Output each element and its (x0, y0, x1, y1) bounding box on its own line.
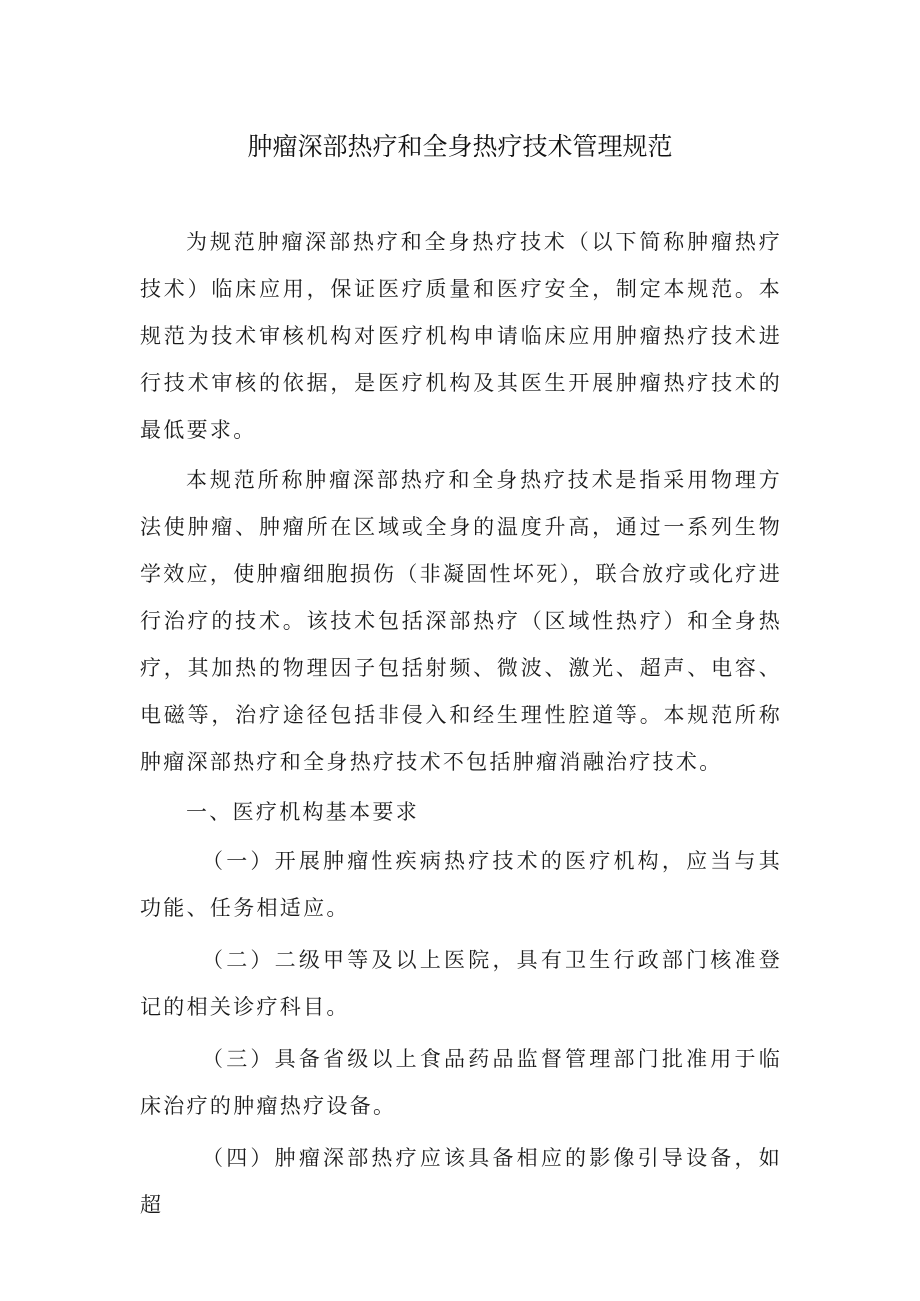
document-body (140, 219, 782, 1234)
requirement-item-4: （四）肿瘤深部热疗应该具备相应的影像引导设备，如超 (140, 1146, 782, 1217)
section-heading: 一、医疗机构基本要求 (186, 800, 419, 824)
requirement-item-3: （三）具备省级以上食品药品监督管理部门批准用于临床治疗的肿瘤热疗设备。 (140, 1047, 782, 1118)
requirement-item-1: （一）开展肿瘤性疾病热疗技术的医疗机构，应当与其功能、任务相适应。 (140, 849, 782, 920)
definition-paragraph: 本规范所称肿瘤深部热疗和全身热疗技术是指采用物理方法使肿瘤、肿瘤所在区域或全身的温度升高，通过一系列生物学效应，使肿瘤细胞损伤（非凝固性坏死），联合放疗或化疗进行治疗的技术。该技术包括深部热疗（区域性热疗）和全身热疗，其加热的物理因子包括射频、微波、激光、超声、电容、电磁等，治疗途径包括非侵入和经生理性腔道等。本规范所称肿瘤深部热疗和全身热疗技术不包括肿瘤消融治疗技术。 (140, 468, 782, 774)
document-title: 肿瘤深部热疗和全身热疗技术管理规范 (247, 132, 673, 161)
requirement-item-2: （二）二级甲等及以上医院，具有卫生行政部门核准登记的相关诊疗科目。 (140, 948, 782, 1019)
intro-paragraph: 为规范肿瘤深部热疗和全身热疗技术（以下简称肿瘤热疗技术）临床应用，保证医疗质量和医疗安全，制定本规范。本规范为技术审核机构对医疗机构申请临床应用肿瘤热疗技术进行技术审核的依据，是医疗机构及其医生开展肿瘤热疗技术的最低要求。 (140, 230, 782, 442)
